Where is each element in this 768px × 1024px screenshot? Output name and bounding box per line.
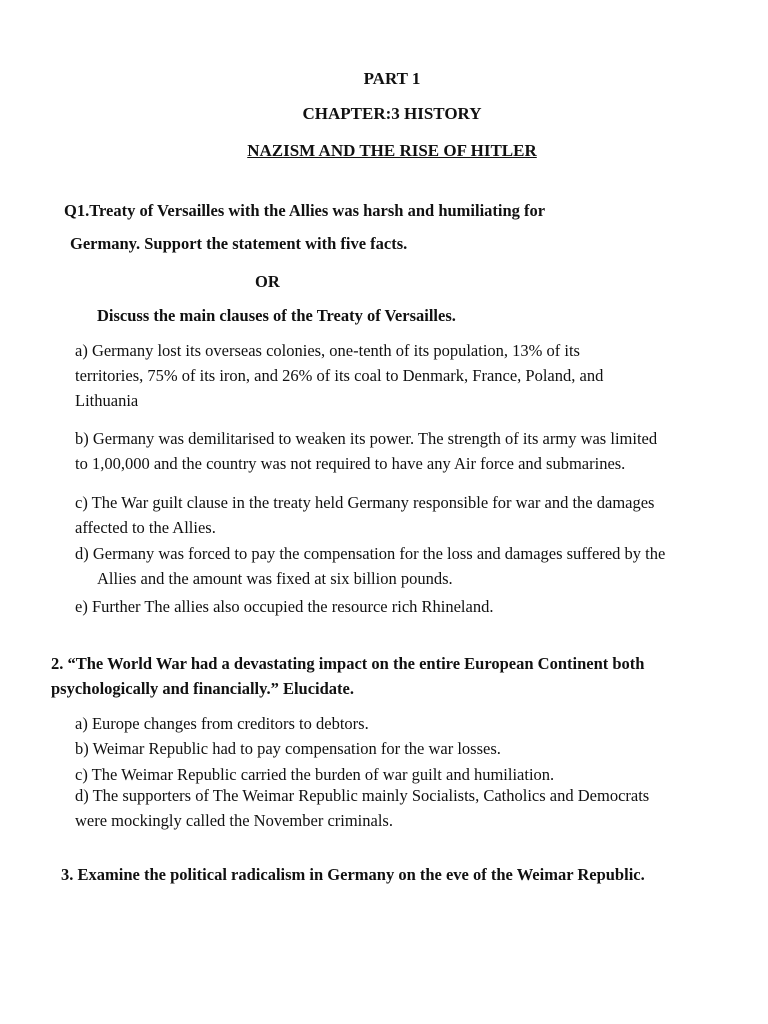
q1-answer-a-line1: a) Germany lost its overseas colonies, one-tenth of its population, 13% of its	[75, 341, 580, 360]
q1-answer-c-line1: c) The War guilt clause in the treaty held Germany responsible for war and the damages	[75, 493, 655, 512]
q2-answer-a-line1: a) Europe changes from creditors to debtors.	[75, 714, 369, 733]
q1-answer-d-line2: Allies and the amount was fixed at six billion pounds.	[97, 569, 453, 588]
document-title	[0, 142, 768, 159]
q1-answer-b-line1: b) Germany was demilitarised to weaken its power. The strength of its army was limited	[75, 429, 658, 448]
q1-question-line2: Germany. Support the statement with five facts.	[70, 234, 408, 253]
q1-alt-question: Discuss the main clauses of the Treaty of Versailles.	[97, 306, 456, 325]
q1-answer-d-line1: d) Germany was forced to pay the compensation for the loss and damages suffered by the	[75, 544, 666, 563]
q1-answer-c-line2: affected to the Allies.	[75, 518, 216, 537]
q2-question-line2: psychologically and financially.” Elucidate.	[51, 679, 355, 698]
q1-answer-e-line1: e) Further The allies also occupied the resource rich Rhineland.	[75, 597, 494, 616]
part-heading: PART 1	[363, 69, 421, 88]
q2-answer-d-line2: were mockingly called the November criminals.	[75, 811, 393, 830]
q1-or-separator: OR	[255, 272, 280, 291]
chapter-heading: CHAPTER:3 HISTORY	[302, 104, 482, 123]
q2-answer-d-line1: d) The supporters of The Weimar Republic mainly Socialists, Catholics and Democrats	[75, 786, 650, 805]
document-title-text: NAZISM AND THE RISE OF HITLER	[247, 141, 537, 160]
q1-answer-a-line3: Lithuania	[75, 391, 139, 410]
q1-question-line1: Q1.Treaty of Versailles with the Allies was harsh and humiliating for	[64, 201, 546, 220]
q2-question-line1: 2. “The World War had a devastating impact on the entire European Continent both	[51, 654, 645, 673]
q1-answer-b-line2: to 1,00,000 and the country was not required to have any Air force and submarines.	[75, 454, 626, 473]
q2-answer-c-line1: c) The Weimar Republic carried the burden of war guilt and humiliation.	[75, 765, 555, 784]
q1-answer-a-line2: territories, 75% of its iron, and 26% of its coal to Denmark, France, Poland, and	[75, 366, 604, 385]
q3-question: 3. Examine the political radicalism in Germany on the eve of the Weimar Republic.	[61, 865, 645, 884]
q2-answer-b-line1: b) Weimar Republic had to pay compensation for the war losses.	[75, 739, 501, 758]
